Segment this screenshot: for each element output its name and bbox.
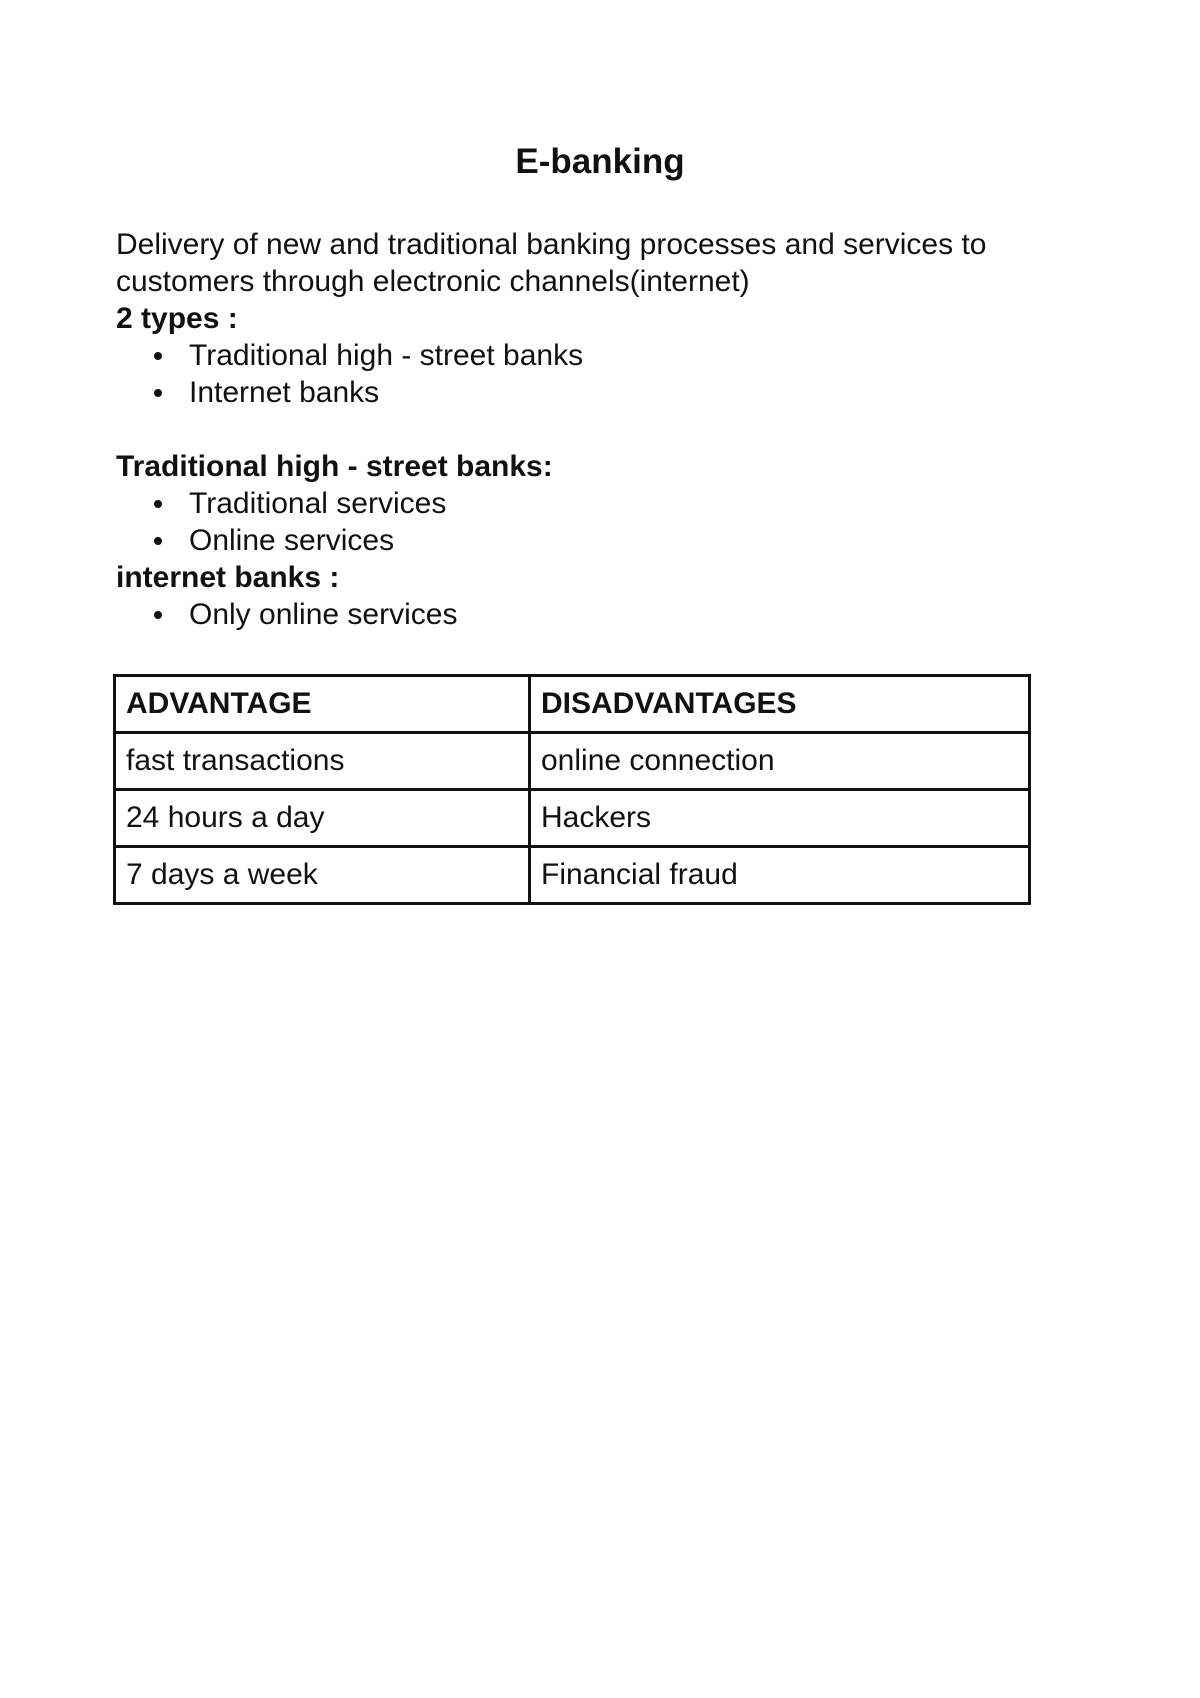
spacer (116, 411, 1076, 448)
table-cell: fast transactions (115, 733, 530, 790)
list-item-text: Traditional services (189, 487, 447, 520)
table-cell: 24 hours a day (115, 790, 530, 847)
internet-heading: internet banks : (116, 561, 340, 594)
traditional-heading: Traditional high - street banks: (116, 450, 553, 483)
types-list (116, 337, 1076, 411)
traditional-list (116, 485, 1076, 559)
table-header-advantage: ADVANTAGE (115, 676, 530, 733)
bullet-icon (154, 389, 162, 397)
list-item-text: Only online services (189, 598, 458, 631)
list-item (116, 485, 1076, 522)
types-heading: 2 types : (116, 302, 238, 335)
list-item-text: Online services (189, 524, 395, 557)
table-row (115, 733, 1030, 790)
bullet-icon (154, 537, 162, 545)
table-cell: Financial fraud (530, 847, 1030, 904)
table-row (115, 847, 1030, 904)
intro-paragraph: Delivery of new and traditional banking processes and services to customers through electronic channels(internet) (116, 228, 987, 298)
document-body (116, 226, 1076, 633)
table-header-row (115, 676, 1030, 733)
list-item (116, 374, 1076, 411)
list-item-text: Internet banks (189, 376, 380, 409)
document-title: E-banking (515, 142, 685, 181)
table-header-disadvantages: DISADVANTAGES (530, 676, 1030, 733)
bullet-icon (154, 611, 162, 619)
advantages-table (113, 674, 1031, 905)
table-cell: online connection (530, 733, 1030, 790)
table-row (115, 790, 1030, 847)
list-item (116, 337, 1076, 374)
list-item (116, 596, 1076, 633)
table-cell: 7 days a week (115, 847, 530, 904)
list-item (116, 522, 1076, 559)
bullet-icon (154, 352, 162, 360)
internet-list (116, 596, 1076, 633)
list-item-text: Traditional high - street banks (189, 339, 584, 372)
table-cell: Hackers (530, 790, 1030, 847)
bullet-icon (154, 500, 162, 508)
